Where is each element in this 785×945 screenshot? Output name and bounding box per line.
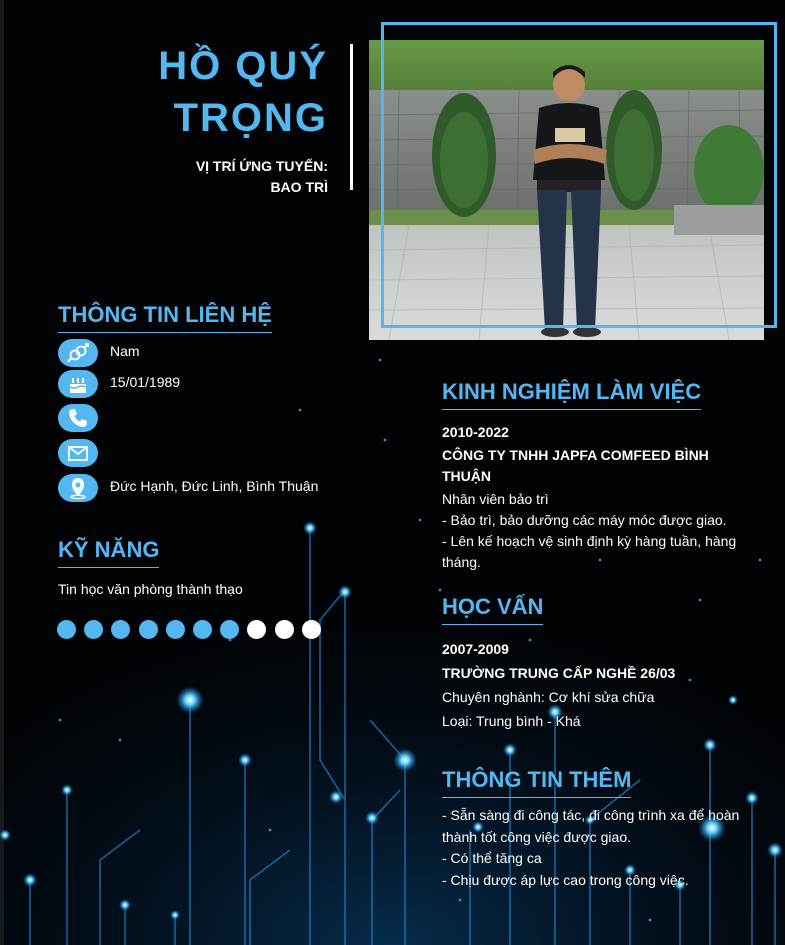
photo-frame (381, 22, 777, 328)
contact-section-title: THÔNG TIN LIÊN HỆ (58, 302, 272, 333)
skills-section-title: KỸ NĂNG (58, 537, 159, 568)
extra-info-list (442, 805, 754, 891)
gender-text: Nam (110, 343, 140, 359)
email-icon (58, 439, 98, 467)
education-grade: Loại: Trung bình - Khá (442, 713, 581, 729)
header-divider (350, 44, 353, 190)
extra-info-item: - Có thể tăng ca (442, 850, 542, 866)
location-pin-icon (58, 474, 98, 502)
address-text: Đức Hạnh, Đức Linh, Bình Thuận (110, 478, 319, 494)
skill-dot (57, 620, 76, 639)
education-section-title: HỌC VẤN (442, 594, 543, 625)
skill-dot (275, 620, 294, 639)
phone-icon (58, 404, 98, 432)
birthday-cake-icon (58, 370, 98, 398)
extra-info-item: - Chịu được áp lực cao trong công việc. (442, 871, 689, 888)
education-period: 2007-2009 (442, 641, 509, 657)
skill-dot (166, 620, 185, 639)
skill-name: Tin học văn phòng thành thạo (58, 581, 243, 597)
experience-section-title: KINH NGHIỆM LÀM VIỆC (442, 379, 701, 410)
skill-dot (193, 620, 212, 639)
candidate-name-line1: HỒ QUÝ (158, 44, 328, 88)
experience-role: Nhân viên bảo trì (442, 491, 549, 507)
birthday-text: 15/01/1989 (110, 374, 181, 390)
experience-duty: - Lên kế hoạch vệ sinh định kỳ hàng tuần, hàng tháng. (442, 533, 737, 570)
education-major: Chuyên nghành: Cơ khí sửa chữa (442, 689, 655, 705)
experience-entry (442, 422, 754, 573)
gender-icon (58, 339, 98, 367)
candidate-name-line2: TRỌNG (173, 96, 328, 140)
name-block (68, 40, 328, 198)
experience-duty: - Bảo trì, bảo dưỡng các máy móc được giao. (442, 512, 727, 528)
skill-dot (139, 620, 158, 639)
education-entry (442, 637, 754, 733)
experience-company: CÔNG TY TNHH JAPFA COMFEED BÌNH THUẬN (442, 447, 709, 484)
education-school: TRƯỜNG TRUNG CẤP NGHỀ 26/03 (442, 665, 676, 681)
extra-section-title: THÔNG TIN THÊM (442, 767, 631, 798)
skill-dot (302, 620, 321, 639)
applied-position: VỊ TRÍ ỨNG TUYỂN: BAO TRÌ (195, 158, 328, 195)
experience-period: 2010-2022 (442, 424, 509, 440)
extra-info-item: - Sẵn sàng đi công tác, đi công trình xa để hoàn thành tốt công việc được giao. (442, 807, 740, 845)
